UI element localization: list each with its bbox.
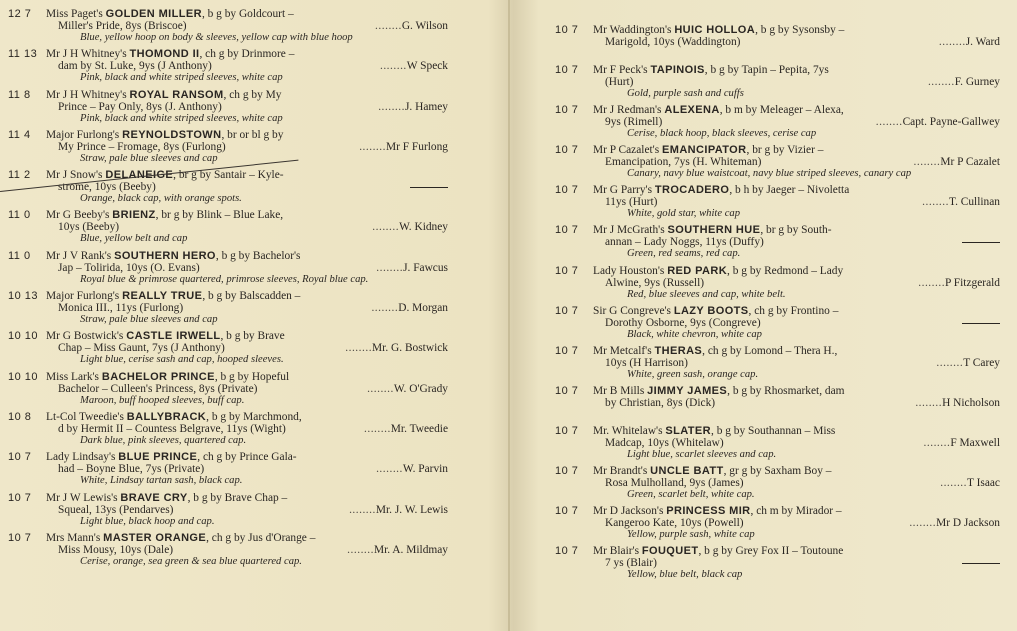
- weight: 11 0: [8, 249, 31, 262]
- runner-entry: [8, 89, 448, 129]
- age-trainer: Monica III., 11ys (Furlong): [58, 302, 184, 315]
- runner-entry: [8, 129, 448, 169]
- runner-entry: [8, 48, 448, 88]
- owner: Major Furlong's: [46, 128, 120, 141]
- rider-name: Capt. Payne-Gallwey: [902, 116, 1000, 129]
- weight: 10 7: [555, 545, 579, 558]
- racing-colours: Gold, purple sash and cuffs: [627, 88, 744, 100]
- racing-colours: Blue, yellow hoop on body & sleeves, yellow cap with blue hoop: [80, 32, 353, 43]
- racing-colours: Blue, yellow belt and cap: [80, 233, 188, 245]
- horse-name: CASTLE IRWELL: [126, 330, 221, 343]
- breeding: , b g by Goldcourt –: [201, 8, 294, 20]
- racing-colours: Orange, black cap, with orange spots.: [80, 193, 242, 205]
- rider-name: Mr D Jackson: [936, 517, 1000, 530]
- weight: 10 8: [8, 410, 32, 423]
- rider: ........F Maxwell: [923, 436, 1000, 449]
- breeding: , ch g by Drinmore –: [199, 48, 295, 61]
- breeding: , b m by Meleager – Alexa,: [719, 104, 844, 117]
- rider-name: Mr F Furlong: [385, 140, 448, 153]
- owner: Mr B Mills: [593, 384, 645, 397]
- age-trainer: 10ys (H Harrison): [605, 356, 688, 369]
- runner-entry: [8, 492, 448, 532]
- age-trainer: by Christian, 8ys (Dick): [605, 396, 716, 409]
- weight: 11 8: [8, 88, 31, 101]
- horse-name: BLUE PRINCE: [118, 451, 198, 464]
- racing-colours: Red, blue sleeves and cap, white belt.: [627, 288, 786, 300]
- rider: ........Mr. G. Bostwick: [345, 342, 448, 355]
- racing-colours: Dark blue, pink sleeves, quartered cap.: [80, 434, 247, 446]
- rider: ........W Speck: [379, 60, 448, 73]
- runner-entry: [555, 305, 1000, 345]
- weight: 11 0: [8, 209, 31, 222]
- runner-entry: [8, 290, 448, 330]
- age-trainer: 7 ys (Blair): [605, 557, 657, 570]
- rider: ........Mr. A. Mildmay: [347, 543, 448, 556]
- weight: 11 2: [8, 169, 31, 182]
- breeding: , b g by Grey Fox II – Toutoune: [698, 545, 844, 558]
- age-trainer: Alwine, 9ys (Russell): [605, 276, 705, 289]
- weight: 10 7: [555, 64, 579, 77]
- owner: Lt-Col Tweedie's: [46, 410, 124, 423]
- rider: ........Mr. Tweedie: [364, 422, 448, 435]
- racing-colours: Yellow, purple sash, white cap: [627, 529, 755, 541]
- racing-colours: White, gold star, white cap: [627, 208, 740, 220]
- owner: Mrs Mann's: [46, 531, 101, 544]
- rider-name: T Isaac: [967, 477, 1000, 490]
- runner-entry: [8, 532, 448, 572]
- horse-name: HUIC HOLLOA: [674, 24, 756, 36]
- breeding: , ch m by Mirador –: [750, 505, 842, 518]
- rider: [962, 317, 1000, 329]
- racing-colours: Canary, navy blue waistcoat, navy blue striped sleeves, canary cap: [627, 168, 912, 180]
- owner: Mr J McGrath's: [593, 224, 665, 237]
- owner: Mr Metcalf's: [593, 344, 652, 357]
- weight: 10 7: [555, 184, 579, 197]
- age-trainer: had – Boyne Blue, 7ys (Private): [58, 463, 205, 476]
- age-trainer: Prince – Pay Only, 8ys (J. Anthony): [58, 100, 222, 113]
- horse-name: REYNOLDSTOWN: [122, 128, 222, 141]
- rider: ........Mr. J. W. Lewis: [349, 503, 448, 516]
- rider-name: P Fitzgerald: [945, 276, 1000, 289]
- owner: Miss Lark's: [46, 370, 99, 383]
- rider: ........D. Morgan: [371, 302, 448, 315]
- owner: Mr D Jackson's: [593, 505, 664, 518]
- horse-name: EMANCIPATOR: [662, 144, 747, 157]
- rider-name: W Speck: [406, 60, 448, 73]
- rider-blank: [962, 242, 1000, 243]
- age-trainer: annan – Lady Noggs, 11ys (Duffy): [605, 236, 764, 249]
- horse-name: GOLDEN MILLER: [105, 8, 202, 20]
- owner: Mr F Peck's: [593, 64, 648, 77]
- rider-name: G. Wilson: [401, 20, 448, 32]
- age-trainer: Kangeroo Kate, 10ys (Powell): [605, 517, 744, 530]
- owner: Mr J H Whitney's: [46, 48, 127, 61]
- age-trainer: 10ys (Beeby): [58, 221, 120, 234]
- runner-entry: [555, 224, 1000, 264]
- age-trainer: Rosa Mulholland, 9ys (James): [605, 477, 744, 490]
- owner: Mr G Bostwick's: [46, 330, 124, 343]
- rider: ........Capt. Payne-Gallwey: [875, 116, 1000, 129]
- rider-blank: [410, 187, 448, 188]
- age-trainer: Marigold, 10ys (Waddington): [605, 36, 741, 48]
- horse-name: LAZY BOOTS: [673, 304, 749, 317]
- age-trainer: strome, 10ys (Beeby): [58, 181, 156, 194]
- breeding: , b g by Brave: [220, 330, 285, 343]
- runner-entry: [555, 104, 1000, 144]
- weight: 10 13: [8, 290, 39, 303]
- horse-name: DELANEIGE: [105, 169, 174, 182]
- owner: Major Furlong's: [46, 290, 120, 303]
- runner-entry: [555, 265, 1000, 305]
- owner: Mr J V Rank's: [46, 249, 112, 262]
- weight: 10 7: [555, 224, 579, 237]
- breeding: , b g by Marchmond,: [206, 410, 302, 423]
- breeding: , br g by South-: [760, 224, 832, 237]
- racing-colours: Light blue, black hoop and cap.: [80, 515, 215, 527]
- rider-name: W. Kidney: [399, 221, 448, 234]
- horse-name: FOUQUET: [641, 545, 699, 558]
- horse-name: THOMOND II: [129, 48, 200, 61]
- breeding: , b g by Balscadden –: [202, 290, 301, 303]
- age-trainer: Squeal, 13ys (Pendarves): [58, 503, 174, 516]
- runner-entry: [555, 465, 1000, 505]
- runner-entry: [8, 411, 448, 451]
- horse-name: PRINCESS MIR: [666, 505, 751, 518]
- owner: Mr J H Whitney's: [46, 88, 127, 101]
- rider: ........T. Cullinan: [922, 196, 1000, 209]
- owner: Mr Waddington's: [593, 24, 672, 36]
- weight: 10 7: [555, 144, 579, 157]
- rider: [410, 181, 448, 193]
- runner-entry: [555, 184, 1000, 224]
- rider: ........Mr P Cazalet: [913, 156, 1000, 169]
- runner-entry: [555, 345, 1000, 385]
- weight: 10 10: [8, 370, 39, 383]
- breeding: , b g by Bachelor's: [215, 249, 301, 262]
- age-trainer: My Prince – Fromage, 8ys (Furlong): [58, 140, 226, 153]
- horse-name: SLATER: [665, 424, 711, 437]
- runner-entry: [555, 24, 1000, 64]
- racing-colours: White, Lindsay tartan sash, black cap.: [80, 475, 243, 487]
- runner-entry: [8, 451, 448, 491]
- breeding: , ch g by Prince Gala-: [197, 451, 297, 464]
- rider-blank: [962, 323, 1000, 324]
- racing-colours: Yellow, blue belt, black cap: [627, 569, 743, 581]
- weight: 10 7: [555, 24, 579, 36]
- horse-name: THERAS: [654, 344, 703, 357]
- breeding: , b g by Sysonsby –: [755, 24, 845, 36]
- weight: 10 7: [555, 505, 579, 518]
- weight: 10 7: [555, 264, 579, 277]
- runner-entry: [8, 330, 448, 370]
- age-trainer: Dorothy Osborne, 9ys (Congreve): [605, 316, 761, 329]
- rider-name: Mr. A. Mildmay: [373, 543, 448, 556]
- rider-name: Mr P Cazalet: [940, 156, 1000, 169]
- racing-colours: Pink, black and white striped sleeves, white cap: [80, 72, 283, 84]
- racing-colours: Green, red seams, red cap.: [627, 248, 741, 260]
- horse-name: BRIENZ: [112, 209, 156, 222]
- breeding: , ch g by My: [223, 88, 282, 101]
- age-trainer: Chap – Miss Gaunt, 7ys (J Anthony): [58, 342, 225, 355]
- rider: ........J. Fawcus: [376, 261, 448, 274]
- racing-colours: Light blue, scarlet sleeves and cap.: [627, 448, 777, 460]
- runner-entry: [8, 169, 448, 209]
- age-trainer: dam by St. Luke, 9ys (J Anthony): [58, 60, 212, 73]
- owner: Mr Blair's: [593, 545, 640, 558]
- owner: Mr. Whitelaw's: [593, 424, 663, 437]
- horse-name: BRAVE CRY: [120, 491, 188, 504]
- age-trainer: Emancipation, 7ys (H. Whiteman): [605, 156, 762, 169]
- age-trainer: (Hurt): [605, 76, 634, 89]
- breeding: , br or bl g by: [221, 128, 284, 141]
- weight: 10 7: [8, 531, 32, 544]
- racing-colours: Green, scarlet belt, white cap.: [627, 489, 755, 501]
- owner: Mr J Redman's: [593, 104, 662, 117]
- rider: ........P Fitzgerald: [918, 276, 1000, 289]
- runner-entry: [555, 385, 1000, 425]
- breeding: , b g by Southannan – Miss: [711, 424, 836, 437]
- owner: Mr J Snow's: [46, 169, 103, 182]
- racing-colours: Black, white chevron, white cap: [627, 328, 762, 340]
- horse-name: RED PARK: [667, 264, 728, 277]
- rider-name: J. Hamey: [404, 100, 448, 113]
- rider: ........J. Hamey: [378, 100, 448, 113]
- breeding: , br g by Blink – Blue Lake,: [155, 209, 284, 222]
- rider: ........Mr D Jackson: [909, 517, 1000, 530]
- breeding: , b g by Tapin – Pepita, 7ys: [704, 64, 829, 77]
- runner-entry: [555, 545, 1000, 585]
- breeding: , gr g by Saxham Boy –: [723, 465, 832, 478]
- rider: ........T Isaac: [940, 477, 1000, 490]
- weight: 11 4: [8, 128, 31, 141]
- rider-name: Mr. G. Bostwick: [372, 342, 448, 355]
- rider-name: Mr. Tweedie: [390, 422, 448, 435]
- rider-name: F. Gurney: [954, 76, 1000, 89]
- racing-colours: Royal blue & primrose quartered, primrose sleeves, Royal blue cap.: [80, 273, 369, 285]
- rider: ........T Carey: [936, 356, 1000, 369]
- age-trainer: 9ys (Rimell): [605, 116, 663, 129]
- racing-colours: Light blue, cerise sash and cap, hooped sleeves.: [80, 354, 284, 366]
- right-column: [555, 24, 1000, 585]
- racing-colours: Cerise, black hoop, black sleeves, cerise cap: [627, 128, 817, 140]
- rider-name: F Maxwell: [950, 436, 1000, 449]
- page-fold: [508, 0, 510, 631]
- age-trainer: Miller's Pride, 8ys (Briscoe): [58, 20, 187, 32]
- rider-name: J. Ward: [965, 36, 1000, 48]
- age-trainer: Bachelor – Culleen's Princess, 8ys (Private): [58, 382, 258, 395]
- weight: 10 7: [555, 304, 579, 317]
- runner-entry: [8, 209, 448, 249]
- weight: 10 10: [8, 330, 39, 343]
- horse-name: TROCADERO: [654, 184, 730, 197]
- rider: ........H Nicholson: [915, 396, 1000, 409]
- breeding: , br g by Vizier –: [746, 144, 824, 157]
- rider-blank: [962, 563, 1000, 564]
- racing-colours: Pink, black and white striped sleeves, white cap: [80, 112, 283, 124]
- rider: ........W. O'Grady: [367, 382, 448, 395]
- rider: ........G. Wilson: [375, 20, 448, 32]
- weight: 10 7: [555, 465, 579, 478]
- rider: [962, 557, 1000, 569]
- racing-colours: Cerise, orange, sea green & sea blue quartered cap.: [80, 555, 302, 567]
- owner: Sir G Congreve's: [593, 304, 671, 317]
- breeding: , br g by Santair – Kyle-: [173, 169, 284, 182]
- runner-entry: [555, 64, 1000, 104]
- horse-name: JIMMY JAMES: [647, 384, 728, 397]
- horse-name: BACHELOR PRINCE: [101, 370, 215, 383]
- owner: Lady Houston's: [593, 264, 665, 277]
- rider-name: W. O'Grady: [393, 382, 448, 395]
- runner-entry: [8, 250, 448, 290]
- racing-colours: Maroon, buff hooped sleeves, buff cap.: [80, 394, 245, 406]
- horse-name: SOUTHERN HERO: [114, 249, 216, 262]
- owner: Lady Lindsay's: [46, 451, 116, 464]
- weight: 11 13: [8, 48, 38, 61]
- runner-entry: [555, 505, 1000, 545]
- horse-name: ROYAL RANSOM: [129, 88, 224, 101]
- horse-name: ALEXENA: [664, 104, 720, 117]
- age-trainer: Madcap, 10ys (Whitelaw): [605, 436, 724, 449]
- rider-name: D. Morgan: [398, 302, 448, 315]
- rider: ........F. Gurney: [927, 76, 1000, 89]
- breeding: , ch g by Jus d'Orange –: [206, 531, 316, 544]
- rider-name: J. Fawcus: [403, 261, 448, 274]
- breeding: , b g by Hopeful: [214, 370, 290, 383]
- rider-name: W. Parvin: [402, 463, 448, 476]
- breeding: , b g by Brave Chap –: [187, 491, 288, 504]
- rider-name: H Nicholson: [942, 396, 1000, 409]
- breeding: , b h by Jaeger – Nivoletta: [729, 184, 850, 197]
- racing-colours: White, green sash, orange cap.: [627, 368, 759, 380]
- left-column: [8, 8, 448, 572]
- age-trainer: Jap – Tolirida, 10ys (O. Evans): [58, 261, 200, 274]
- breeding: , b g by Redmond – Lady: [727, 264, 844, 277]
- weight: 10 7: [8, 491, 32, 504]
- owner: Miss Paget's: [46, 8, 103, 20]
- horse-name: SOUTHERN HUE: [667, 224, 761, 237]
- weight: 10 7: [555, 384, 579, 397]
- rider-name: Mr. J. W. Lewis: [375, 503, 448, 516]
- weight: 12 7: [8, 8, 32, 20]
- owner: Mr G Parry's: [593, 184, 652, 197]
- age-trainer: 11ys (Hurt): [605, 196, 658, 209]
- horse-name: REALLY TRUE: [122, 290, 203, 303]
- owner: Mr J W Lewis's: [46, 491, 118, 504]
- horse-name: UNCLE BATT: [650, 465, 724, 478]
- breeding: , ch g by Lomond – Thera H.,: [702, 344, 838, 357]
- rider-name: T. Cullinan: [948, 196, 1000, 209]
- rider: ........W. Kidney: [372, 221, 448, 234]
- racing-colours: Straw, pale blue sleeves and cap: [80, 152, 218, 164]
- rider-name: T Carey: [963, 356, 1000, 369]
- breeding: , b g by Rhosmarket, dam: [727, 384, 845, 397]
- owner: Mr G Beeby's: [46, 209, 110, 222]
- horse-name: TAPINOIS: [650, 64, 705, 77]
- weight: 10 7: [555, 104, 579, 117]
- age-trainer: d by Hermit II – Countess Belgrave, 11ys (Wight): [58, 422, 286, 435]
- horse-name: BALLYBRACK: [126, 410, 207, 423]
- racing-colours: Straw, pale blue sleeves and cap: [80, 314, 218, 326]
- owner: Mr P Cazalet's: [593, 144, 660, 157]
- owner: Mr Brandt's: [593, 465, 648, 478]
- rider: [962, 236, 1000, 248]
- rider: ........J. Ward: [938, 36, 1000, 48]
- runner-entry: [555, 144, 1000, 184]
- age-trainer: Miss Mousy, 10ys (Dale): [58, 543, 174, 556]
- weight: 10 7: [8, 451, 32, 464]
- runner-entry: [555, 425, 1000, 465]
- breeding: , ch g by Frontino –: [748, 304, 839, 317]
- weight: 10 7: [555, 424, 579, 437]
- horse-name: MASTER ORANGE: [103, 531, 207, 544]
- rider: ........Mr F Furlong: [359, 140, 448, 153]
- runner-entry: [8, 371, 448, 411]
- runner-entry: [8, 8, 448, 48]
- weight: 10 7: [555, 344, 579, 357]
- rider: ........W. Parvin: [376, 463, 448, 476]
